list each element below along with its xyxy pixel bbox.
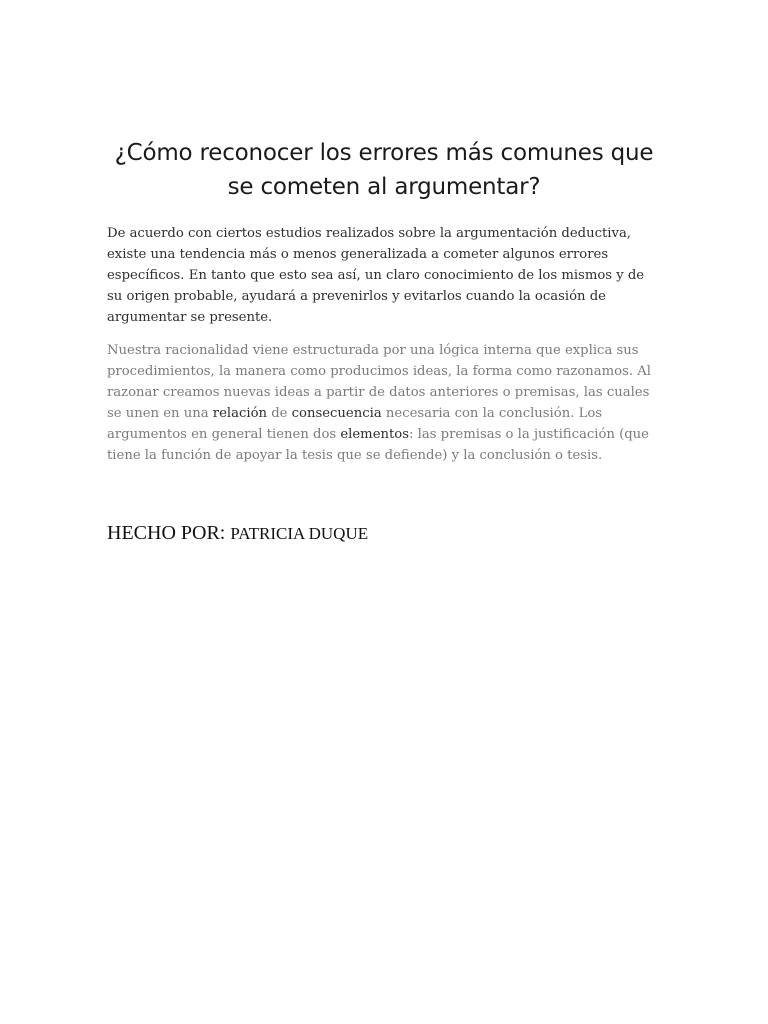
- paragraph-reasoning: [107, 340, 655, 466]
- link-elementos[interactable]: elementos: [340, 427, 409, 442]
- paragraph-intro: De acuerdo con ciertos estudios realizados sobre la argumentación deductiva, existe una tendencia más o menos generalizada a cometer algunos errores específicos. En tanto que esto sea así, un claro conocimiento de los mismos y de su origen probable, ayudará a prevenirlos y evitarlos cuando la ocasión de argumentar se presente.: [107, 226, 645, 325]
- link-consecuencia[interactable]: consecuencia: [291, 406, 382, 421]
- paragraph-text: : las premisas o la justificación (que tiene la función de apoyar la tesis que se defiende) y la conclusión o tesis.: [107, 427, 649, 463]
- link-relacion[interactable]: relación: [212, 406, 268, 421]
- paragraph-text: necesaria con la conclusión. Los argumentos en general tienen dos: [107, 406, 603, 442]
- paragraph-text: de: [267, 406, 292, 421]
- author-prefix: HECHO POR:: [107, 522, 231, 544]
- paragraph-text: Nuestra racionalidad viene estructurada por una lógica interna que explica sus procedimientos, la manera como producimos ideas, la forma como razonamos. Al razonar creamos nuevas ideas a partir de datos anteriores o premisas, las cuales se unen en una: [107, 343, 651, 421]
- author-line: [107, 520, 368, 547]
- document-title: ¿Cómo reconocer los errores más comunes que se cometen al argumentar?: [114, 140, 654, 200]
- author-name: PATRICIA DUQUE: [230, 524, 369, 543]
